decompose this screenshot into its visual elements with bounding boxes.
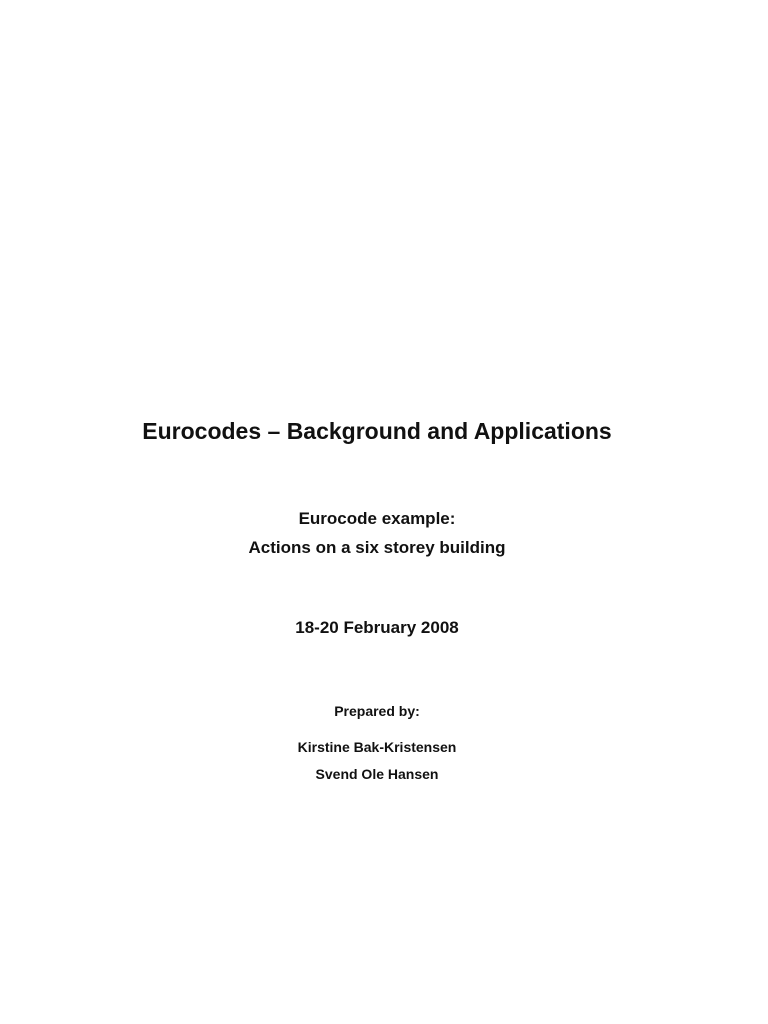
document-subtitle-line-1: Eurocode example: [298, 509, 456, 528]
document-title: Eurocodes – Background and Applications [142, 418, 612, 444]
author-name: Svend Ole Hansen [315, 766, 439, 782]
document-date: 18-20 February 2008 [295, 618, 459, 637]
document-subtitle-line-2: Actions on a six storey building [248, 538, 506, 557]
prepared-by-label: Prepared by: [334, 703, 420, 719]
author-name: Kirstine Bak-Kristensen [297, 739, 457, 755]
